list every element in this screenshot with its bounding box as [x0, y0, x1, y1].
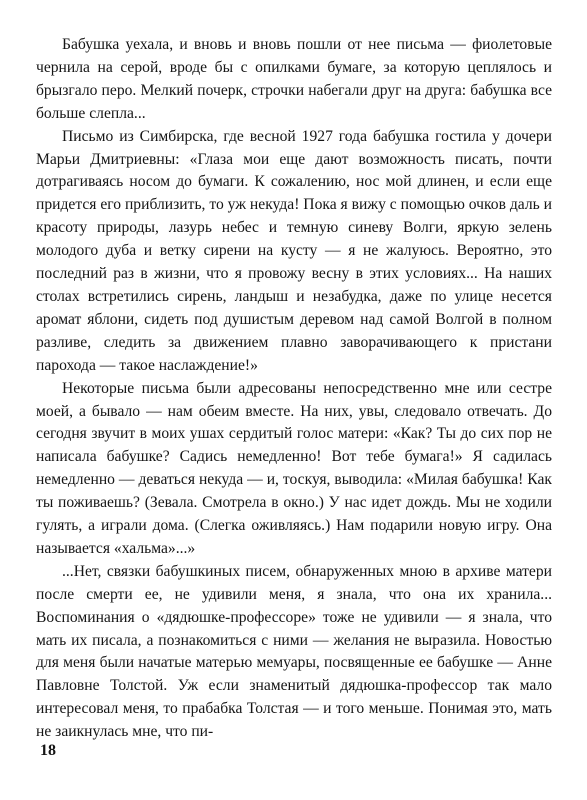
paragraph-3: Некоторые письма были адресованы непосредственно мне или сестре моей, а бывало — нам обеим вместе. На них, увы, следовало отвечать. До сегодня звучит в моих ушах сердитый голос матери: «Как? Ты до сих пор не написала бабушке? Садись немедленно! Вот тебе бумага!» Я садилась немедленно — деваться некуда — и, тоскуя, выводила: «Милая бабушка! Как ты поживаешь? (Зевала. Смотрела в окно.) У нас идет дождь. Мы не ходили гулять, а играли дома. (Слегка оживляясь.) Нам подарили новую игру. Она называется «хальма»...» [36, 379, 552, 557]
paragraph-2: Письмо из Симбирска, где весной 1927 года бабушка гостила у дочери Марьи Дмитриевны: «Глаза мои еще дают возможность писать, почти дотрагиваясь носом до бумаги. К сожалению, нос мой длинен, и если еще придется его приблизить, то уж некуда! Пока я вижу с помощью очков даль и красоту природы, лазурь небес и темную синеву Волги, яркую зелень молодого дуба и ветку сирени на кусту — я не жалуюсь. Вероятно, это последний раз в жизни, что я провожу весну в этих условиях... На наших столах встретились сирень, ландыш и незабудка, даже по улице несется аромат яблони, сидеть под душистым деревом над самой Волгой в полном разливе, следить за движением плавно заворачивающего к пристани парохода — такое наслаждение!» [36, 127, 552, 374]
paragraph-1: Бабушка уехала, и вновь и вновь пошли от нее письма — фиолетовые чернила на серой, вроде бы с опилками бумаге, за которую цеплялось и брызгало перо. Мелкий почерк, строчки набегали друг на друга: бабушка все больше слепла... [36, 36, 552, 122]
page-number: 18 [40, 742, 56, 759]
paragraph-4: ...Нет, связки бабушкиных писем, обнаруженных мною в архиве матери после смерти ее, не удивили меня, я знала, что она их хранила... Воспоминания о «дядюшке-профессоре» тоже не удивили — я знала, что мать их писала, а познакомиться с ними — желания не выразила. Новостью для меня были начатые матерью мемуары, посвященные ее бабушке — Анне Павловне Толстой. Уж если знаменитый дядюшка-профессор так мало интересовал меня, то прабабка Толстая — и того меньше. Понимая это, мать не заикнулась мне, что пи- [36, 562, 552, 741]
page-body [36, 34, 552, 744]
